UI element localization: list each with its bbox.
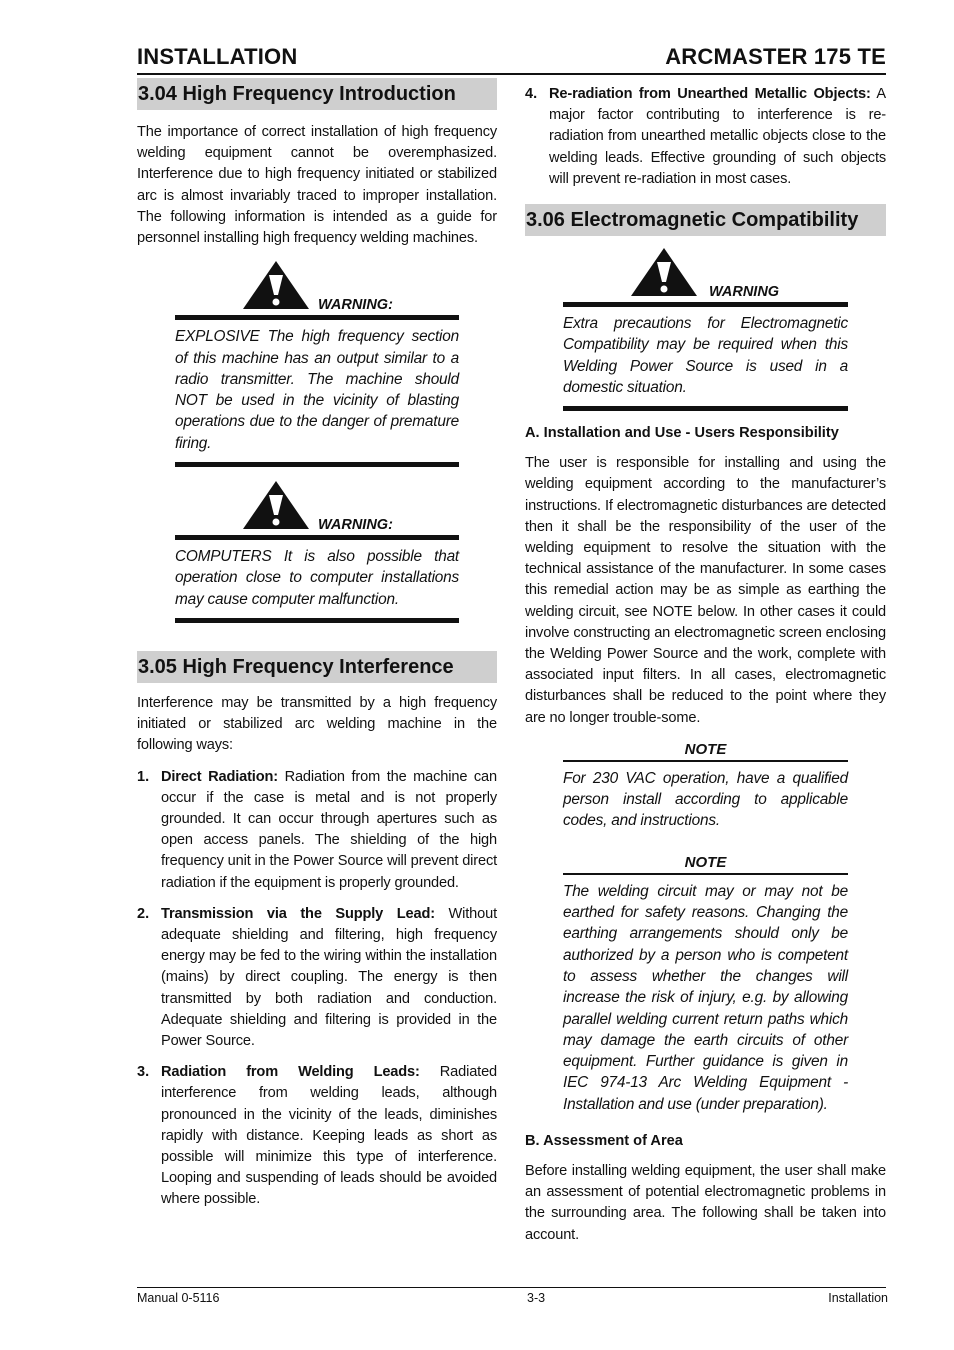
warning-text: EXPLOSIVE The high frequency section of this machine has an output similar to a radio transmitter. The machine should NOT be used in the vicinity of blasting operations due to the danger of premature firing. — [175, 328, 459, 452]
warning-box-computers — [175, 479, 459, 623]
warning-triangle-icon — [241, 259, 311, 311]
list-item — [137, 767, 497, 894]
right-column — [525, 84, 886, 1256]
warning-triangle-icon — [241, 479, 311, 531]
list-item-text: A major factor contributing to interference is re-radiation from unearthed metallic objects close to the welding leads. Effective grounding of such objects will prevent re-radiation in most cases. — [549, 86, 886, 187]
subsection-a-title: A. Installation and Use - Users Responsibility — [525, 425, 839, 442]
footer-page-number: 3-3 — [527, 1291, 546, 1305]
list-item-text: Without adequate shielding and filtering, high frequency energy may be fed to the wiring within the installation (mains) by direct coupling. The energy is then transmitted by both radiation and conduction. Adequate shielding and filtering is provided in the Power Source. — [161, 905, 497, 1049]
section-title-3-04: 3.04 High Frequency Introduction — [137, 78, 497, 110]
warning-box-emc — [563, 246, 848, 411]
note-text: The welding circuit may or may not be earthed for safety reasons. Changing the earthing arrangements should only be authorized by a person who is competent to assess whether the changes will increase the risk of injury, e.g. by allowing parallel welding current return paths which may damage the earth circuits of other equipment. Further guidance is given in IEC 974-13 Arc Welding Equipment - Installation and use (under preparation). — [563, 882, 848, 1113]
footer-manual-number: Manual 0-5116 — [137, 1291, 220, 1305]
warning-rule-top — [175, 315, 459, 320]
list-item-number: 3. — [137, 1064, 150, 1081]
warning-box-explosive — [175, 259, 459, 467]
section-3-05-intro: Interference may be transmitted by a high frequency initiated or stabilized arc welding machine in the following ways: — [137, 694, 497, 754]
warning-rule-bottom — [563, 406, 848, 411]
note-label: NOTE — [684, 740, 727, 758]
interference-list-continued — [525, 84, 886, 190]
warning-label: WARNING — [709, 284, 780, 301]
subsection-b-title: B. Assessment of Area — [525, 1133, 683, 1149]
warning-rule-top — [563, 302, 848, 307]
note-box-earthing — [563, 852, 848, 1115]
note-text: For 230 VAC operation, have a qualified person install according to applicable codes, and instructions. — [563, 769, 848, 830]
header-product-title: ARCMASTER 175 TE — [665, 44, 886, 69]
list-item-lead: Transmission via the Supply Lead: — [161, 905, 435, 922]
list-item-number: 1. — [137, 768, 150, 785]
warning-rule-bottom — [175, 618, 459, 623]
note-rule — [563, 873, 848, 875]
warning-text: COMPUTERS It is also possible that operation close to computer installations may cause computer malfunction. — [175, 548, 459, 608]
footer-chapter: Installation — [828, 1291, 888, 1305]
list-item-lead: Re-radiation from Unearthed Metallic Objects: — [549, 86, 871, 102]
footer-rule — [137, 1287, 886, 1288]
interference-list — [137, 767, 497, 1211]
section-title-3-05: 3.05 High Frequency Interference — [137, 651, 497, 683]
note-rule — [563, 760, 848, 762]
list-item-lead: Radiation from Welding Leads: — [161, 1064, 420, 1081]
warning-label: WARNING: — [318, 297, 393, 314]
warning-triangle-icon — [629, 246, 699, 298]
list-item — [525, 84, 886, 190]
list-item — [137, 904, 497, 1052]
list-item-number: 4. — [525, 86, 538, 102]
warning-rule-top — [175, 535, 459, 540]
warning-rule-bottom — [175, 462, 459, 467]
left-column — [137, 78, 497, 1221]
list-item-text: Radiated interference from welding leads, although pronounced in the vicinity of the leads, diminishes rapidly with distance. Keeping leads as short as possible will minimize this type of interference. Looping and suspending of leads should be avoided where possible. — [161, 1064, 497, 1208]
note-box-230vac — [563, 739, 848, 832]
list-item-text: Radiation from the machine can occur if the case is metal and is not properly grounded. It can occur through apertures such as open access panels. The shielding of the high frequency unit in the Power Source will prevent direct radiation if the equipment is properly grounded. — [161, 768, 497, 891]
section-title-3-06: 3.06 Electromagnetic Compatibility — [525, 204, 886, 236]
list-item — [137, 1062, 497, 1210]
subsection-a-body: The user is responsible for installing and using the welding equipment according to the manufacturer’s instructions. If electromagnetic disturbances are detected then it shall be the responsibility of the user of the welding equipment to resolve the situation with the technical assistance of the manufacturer. In some cases this remedial action may be as simple as earthing the welding circuit, see NOTE below. In other cases it could involve constructing an electromagnetic screen enclosing the Welding Power Source and the work, complete with associated input filters. In all cases, electromagnetic disturbances shall be reduced to the point where they are no longer trouble-some. — [525, 455, 886, 726]
section-3-04-body: The importance of correct installation of high frequency welding equipment cannot be overemphasized. Interference due to high frequency initiated or stabilized arc is almost invariably traced to improper installation. The following information is intended as a guide for personnel installing high frequency welding machines. — [137, 124, 497, 247]
list-item-number: 2. — [137, 905, 150, 922]
note-label: NOTE — [684, 853, 727, 871]
list-item-lead: Direct Radiation: — [161, 768, 278, 785]
subsection-b-body: Before installing welding equipment, the user shall make an assessment of potential electromagnetic problems in the surrounding area. The following shall be taken into account. — [525, 1163, 886, 1243]
header-section-title: INSTALLATION — [137, 44, 298, 69]
warning-text: Extra precautions for Electromagnetic Compatibility may be required when this Welding Power Source is used in a domestic situation. — [563, 315, 848, 396]
warning-label: WARNING: — [318, 517, 393, 533]
header-rule — [137, 73, 886, 75]
